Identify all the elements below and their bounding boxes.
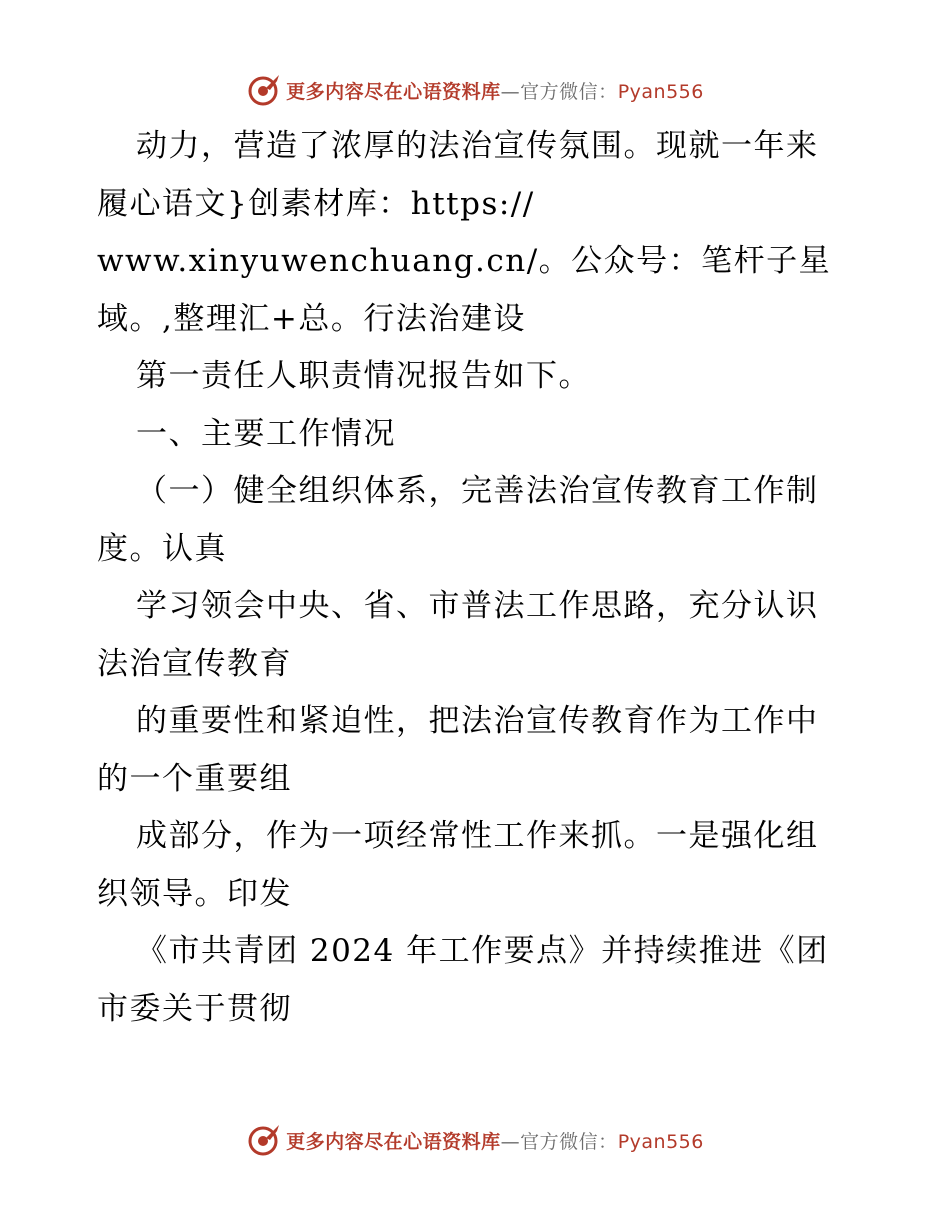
section-heading: 一、主要工作情况 — [136, 415, 396, 452]
document-body — [97, 118, 857, 1038]
paragraph-line: 学习领会中央、省、市普法工作思路，充分认识 — [136, 588, 819, 624]
paragraph-line: 域。,整理汇+总。行法治建设 — [97, 300, 526, 337]
paragraph-line: 的重要性和紧迫性，把法治宣传教育作为工作中 — [136, 703, 819, 739]
paragraph-line: 成部分，作为一项经常性工作来抓。一是强化组 — [136, 818, 819, 854]
paragraph-line: 的一个重要组 — [97, 760, 292, 797]
banner-wechat-id: Pyan556 — [617, 1130, 704, 1153]
quill-logo-icon — [246, 1122, 282, 1158]
banner-site-name: 更多内容尽在心语资料库 — [286, 1130, 501, 1153]
banner-site-name: 更多内容尽在心语资料库 — [286, 80, 501, 103]
paragraph-line: 法治宣传教育 — [97, 645, 292, 682]
paragraph-line: 履心语文}创素材库：https:// — [97, 185, 535, 222]
paragraph-line: 织领导。印发 — [97, 875, 292, 912]
banner-text — [286, 1127, 704, 1154]
banner-wechat-id: Pyan556 — [617, 80, 704, 103]
paragraph-line: 度。认真 — [97, 530, 227, 567]
header-banner — [0, 70, 950, 110]
banner-text — [286, 77, 704, 104]
paragraph-line: 第一责任人职责情况报告如下。 — [136, 358, 591, 394]
subsection-heading: （一）健全组织体系，完善法治宣传教育工作制 — [136, 473, 819, 509]
paragraph-line: www.xinyuwenchuang.cn/。公众号：笔杆子星 — [97, 243, 832, 279]
footer-banner — [0, 1120, 950, 1160]
banner-wechat-label: —官方微信： — [500, 1130, 618, 1153]
quill-logo-icon — [246, 72, 282, 108]
paragraph-line: 市委关于贯彻 — [97, 990, 292, 1027]
paragraph-line: 动力，营造了浓厚的法治宣传氛围。现就一年来 — [136, 128, 819, 164]
banner-wechat-label: —官方微信： — [500, 80, 618, 103]
paragraph-line: 《市共青团 2024 年工作要点》并持续推进《团 — [136, 933, 829, 969]
